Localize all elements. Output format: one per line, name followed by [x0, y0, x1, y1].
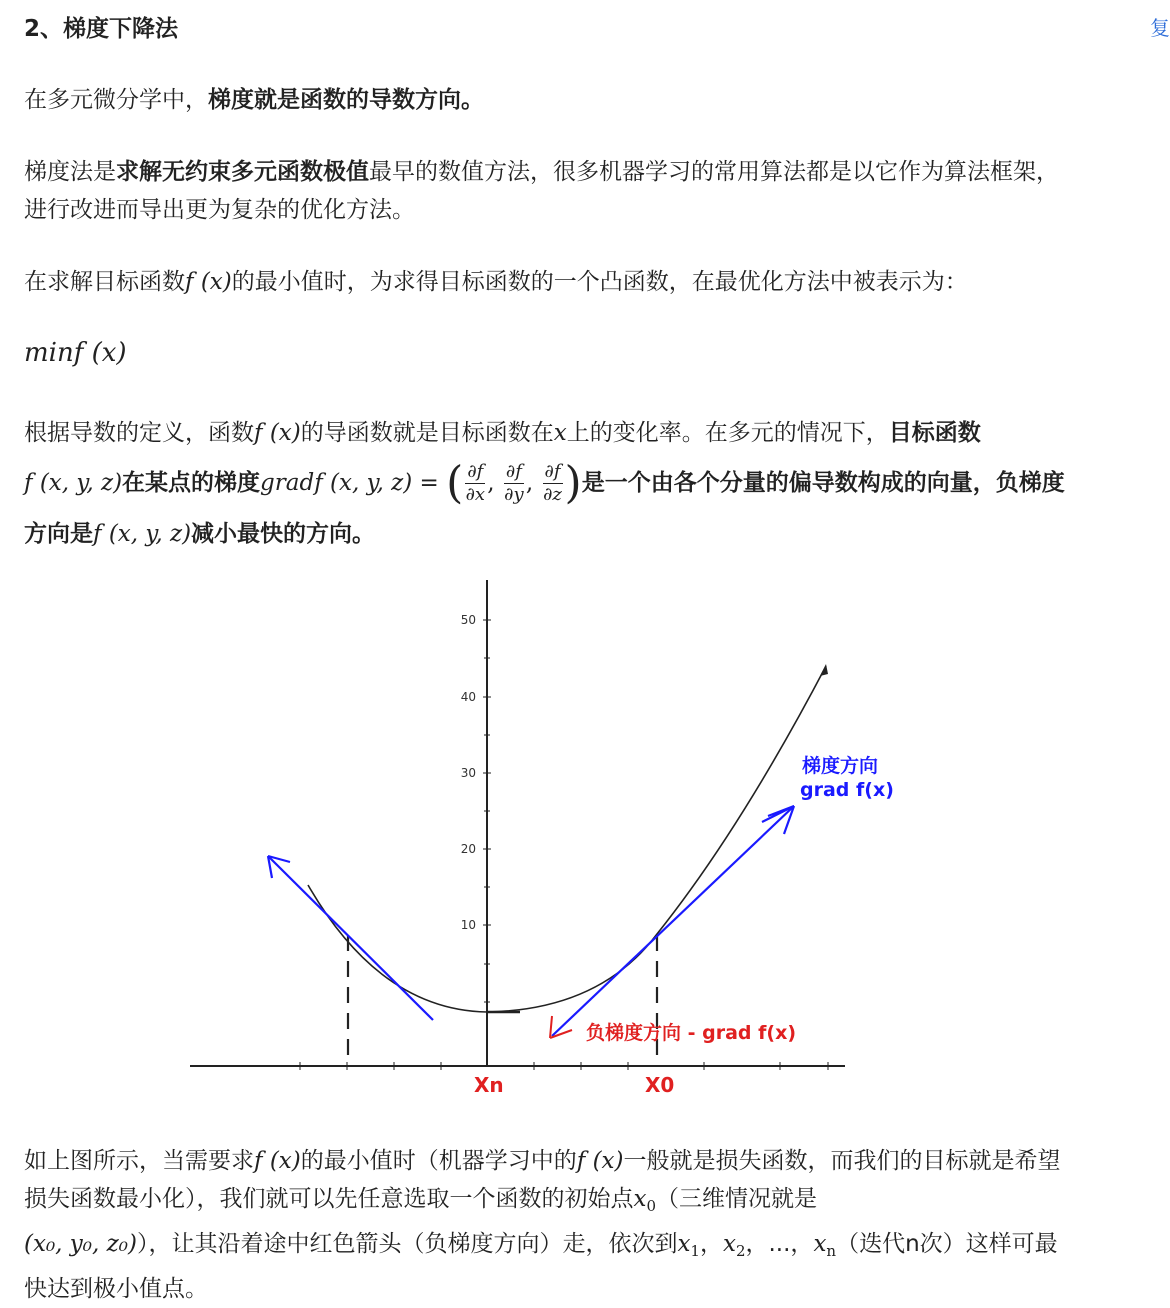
partial-y: $\frac{\partial f}{\partial y}$ [504, 461, 524, 505]
partial-z: $\frac{\partial f}{\partial z}$ [543, 461, 562, 505]
gradient-descent-figure [180, 570, 894, 1110]
paragraph-explanation: 如上图所示，当需要求f (x)的最小值时（机器学习中的f (x)一般就是损失函数，而我们的目标就是希望损失函数最小化），我们就可以先任意选取一个函数的初始点$x_0$（三维情况就是 (x₀, y₀, z₀)），让其沿着途中红色箭头（负梯度方向）走，依次到$x_1$，$x_2$，...，$x_n$（迭代n次）这样可最快达到极小值点。 [24, 1148, 1061, 1302]
right-edge-cutoff-char: 复 [1150, 16, 1170, 40]
y-tick-30: 30 [460, 766, 476, 780]
left-tangent-line [268, 856, 433, 1020]
xn-label: Xn [474, 1073, 504, 1097]
math-fx: f (x) [185, 269, 232, 295]
gradient-line [552, 806, 794, 1036]
neg-gradient-label: 负梯度方向 - grad f(x) [586, 1022, 797, 1044]
paragraph-objective: 在求解目标函数f (x)的最小值时，为求得目标函数的一个凸函数，在最优化方法中被表示为： [24, 269, 968, 295]
section-heading: 2、梯度下降法 [24, 16, 179, 42]
p1-bold: 梯度就是函数的导数方向。 [208, 87, 484, 113]
y-tick-10: 10 [460, 918, 476, 932]
paragraph-derivative: 根据导数的定义，函数f (x)的导函数就是目标函数在x上的变化率。在多元的情况下，目标函数 f (x, y, z)在某点的梯度gradf (x, y, z) = ( $\frac{\partial f}{\partial x}$ , $\frac{\partial f}{\partial y}$ , $\frac{\partial f}{\partial z}$ )是一个由各个分量的偏导数构成的向量，负梯度方向是f (x, y, z)减小最快的方向。 [24, 420, 1065, 547]
y-tick-40: 40 [460, 690, 476, 704]
y-tick-20: 20 [460, 842, 476, 856]
p1-text: 在多元微分学中， [24, 87, 208, 113]
paragraph-gradient-method: 梯度法是求解无约束多元函数极值最早的数值方法，很多机器学习的常用算法都是以它作为算法框架，进行改进而导出更为复杂的优化方法。 [24, 159, 1059, 223]
math-grad: gradf (x, y, z) = [260, 470, 439, 496]
partial-x: $\frac{\partial f}{\partial x}$ [465, 461, 486, 505]
y-tick-50: 50 [460, 613, 476, 627]
gradient-label-cn: 梯度方向 [802, 755, 879, 777]
paragraph-gradient-definition [24, 81, 1074, 119]
parabola-curve [308, 666, 826, 1012]
x0-label: X0 [645, 1073, 675, 1097]
curve-end-arrow [820, 664, 828, 676]
gradient-label-en: grad f(x) [800, 779, 894, 801]
math-tuple: (x₀, y₀, z₀) [24, 1231, 137, 1257]
y-tick-labels [461, 613, 476, 932]
formula-min: minf (x) [24, 338, 127, 368]
